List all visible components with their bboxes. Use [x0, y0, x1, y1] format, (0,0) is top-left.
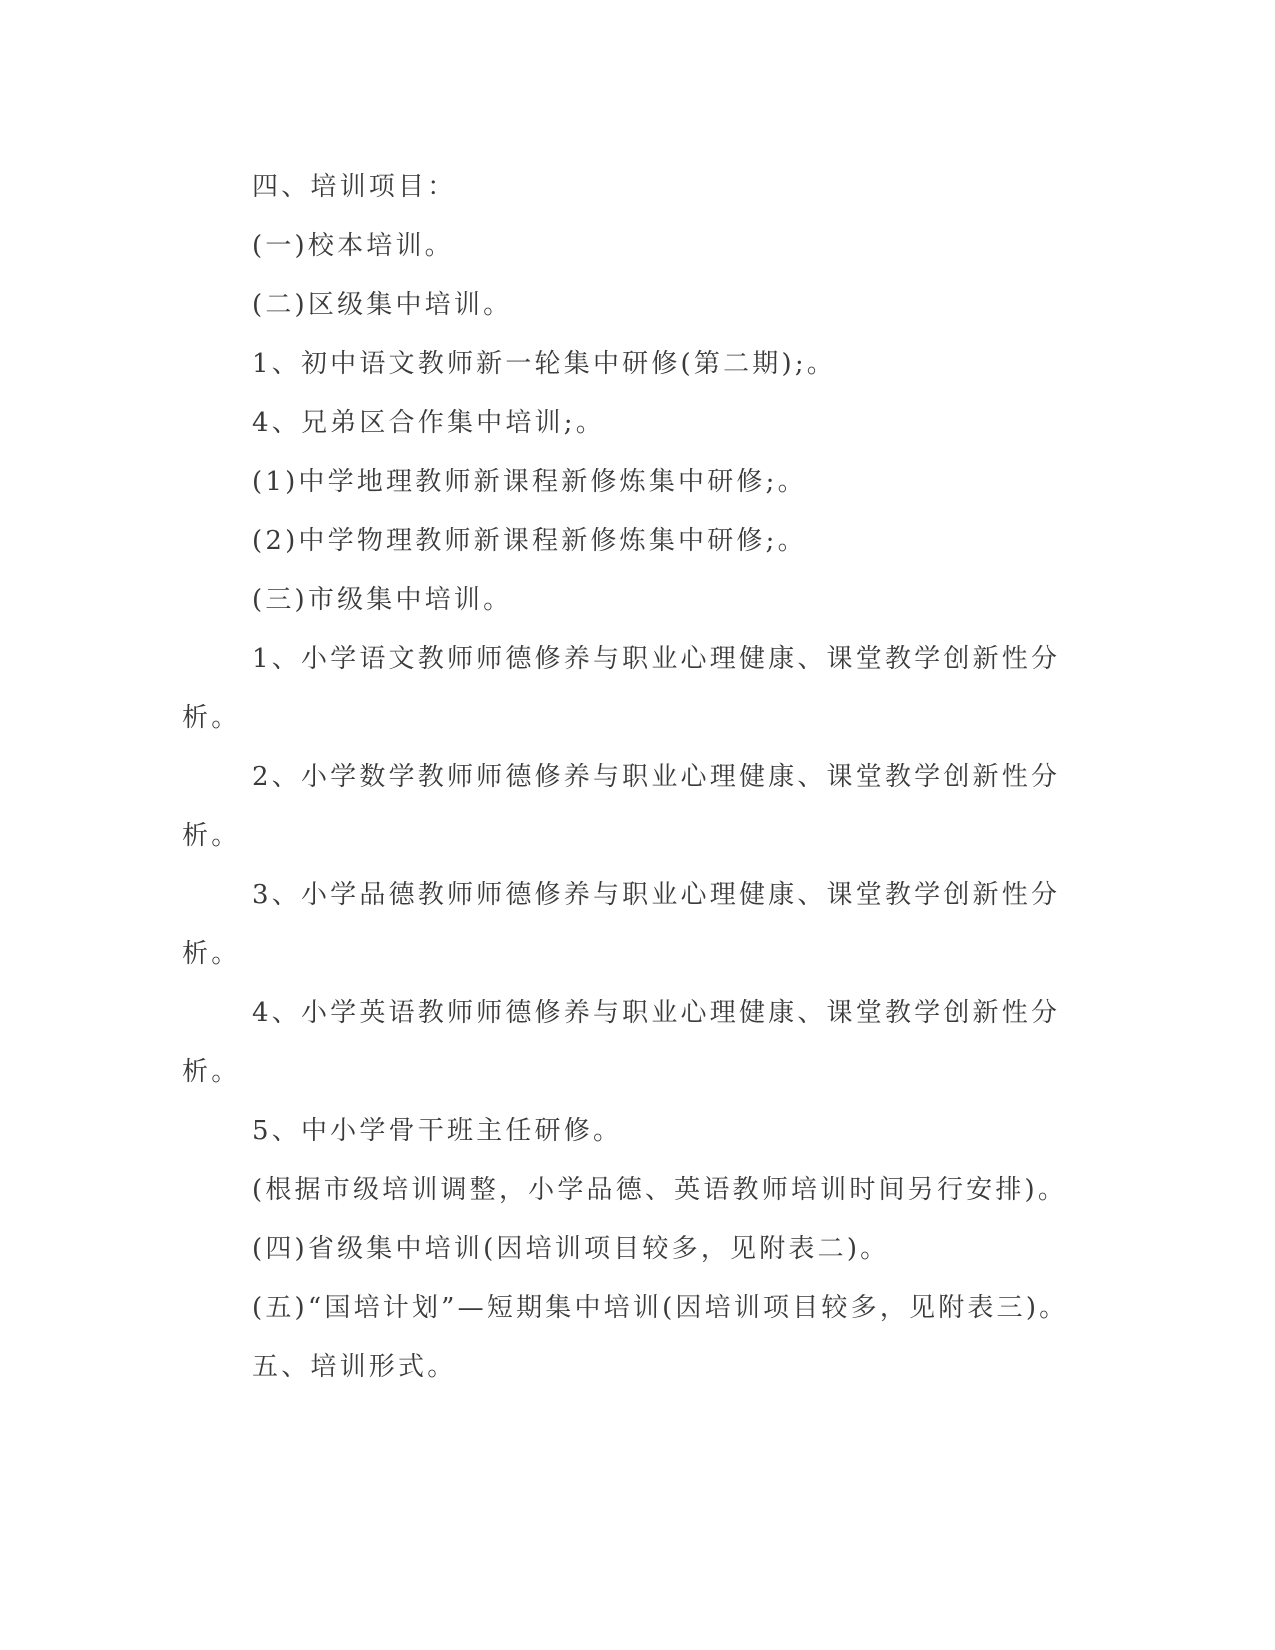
list-item: 4、兄弟区合作集中培训;。 — [252, 408, 605, 438]
subsection-national-training: (五)“国培计划”—短期集中培训(因培训项目较多，见附表三)。 — [252, 1293, 1069, 1323]
list-item-continuation: 析。 — [182, 1057, 241, 1087]
subsection-city-training: (三)市级集中培训。 — [252, 585, 513, 615]
list-item: 5、中小学骨干班主任研修。 — [252, 1116, 623, 1146]
subsection-district-training: (二)区级集中培训。 — [252, 290, 513, 320]
subsection-school-training: (一)校本培训。 — [252, 231, 454, 261]
list-item: (1)中学地理教师新课程新修炼集中研修;。 — [252, 467, 807, 497]
list-item: (2)中学物理教师新课程新修炼集中研修;。 — [252, 526, 807, 556]
list-item-continuation: 析。 — [182, 939, 241, 969]
list-item: 1、初中语文教师新一轮集中研修(第二期);。 — [252, 349, 836, 379]
list-item: 1、小学语文教师师德修养与职业心理健康、课堂教学创新性分 — [252, 644, 1061, 674]
document-body — [182, 158, 1069, 1397]
list-item: 2、小学数学教师师德修养与职业心理健康、课堂教学创新性分 — [252, 762, 1061, 792]
section-heading-training-form: 五、培训形式。 — [252, 1352, 457, 1382]
list-item: 4、小学英语教师师德修养与职业心理健康、课堂教学创新性分 — [252, 998, 1061, 1028]
subsection-provincial-training: (四)省级集中培训(因培训项目较多，见附表二)。 — [252, 1234, 890, 1264]
list-item: 3、小学品德教师师德修养与职业心理健康、课堂教学创新性分 — [252, 880, 1061, 910]
note-paragraph: (根据市级培训调整，小学品德、英语教师培训时间另行安排)。 — [252, 1175, 1068, 1205]
list-item-continuation: 析。 — [182, 821, 241, 851]
list-item-continuation: 析。 — [182, 703, 241, 733]
section-heading-training-items: 四、培训项目： — [252, 172, 457, 202]
